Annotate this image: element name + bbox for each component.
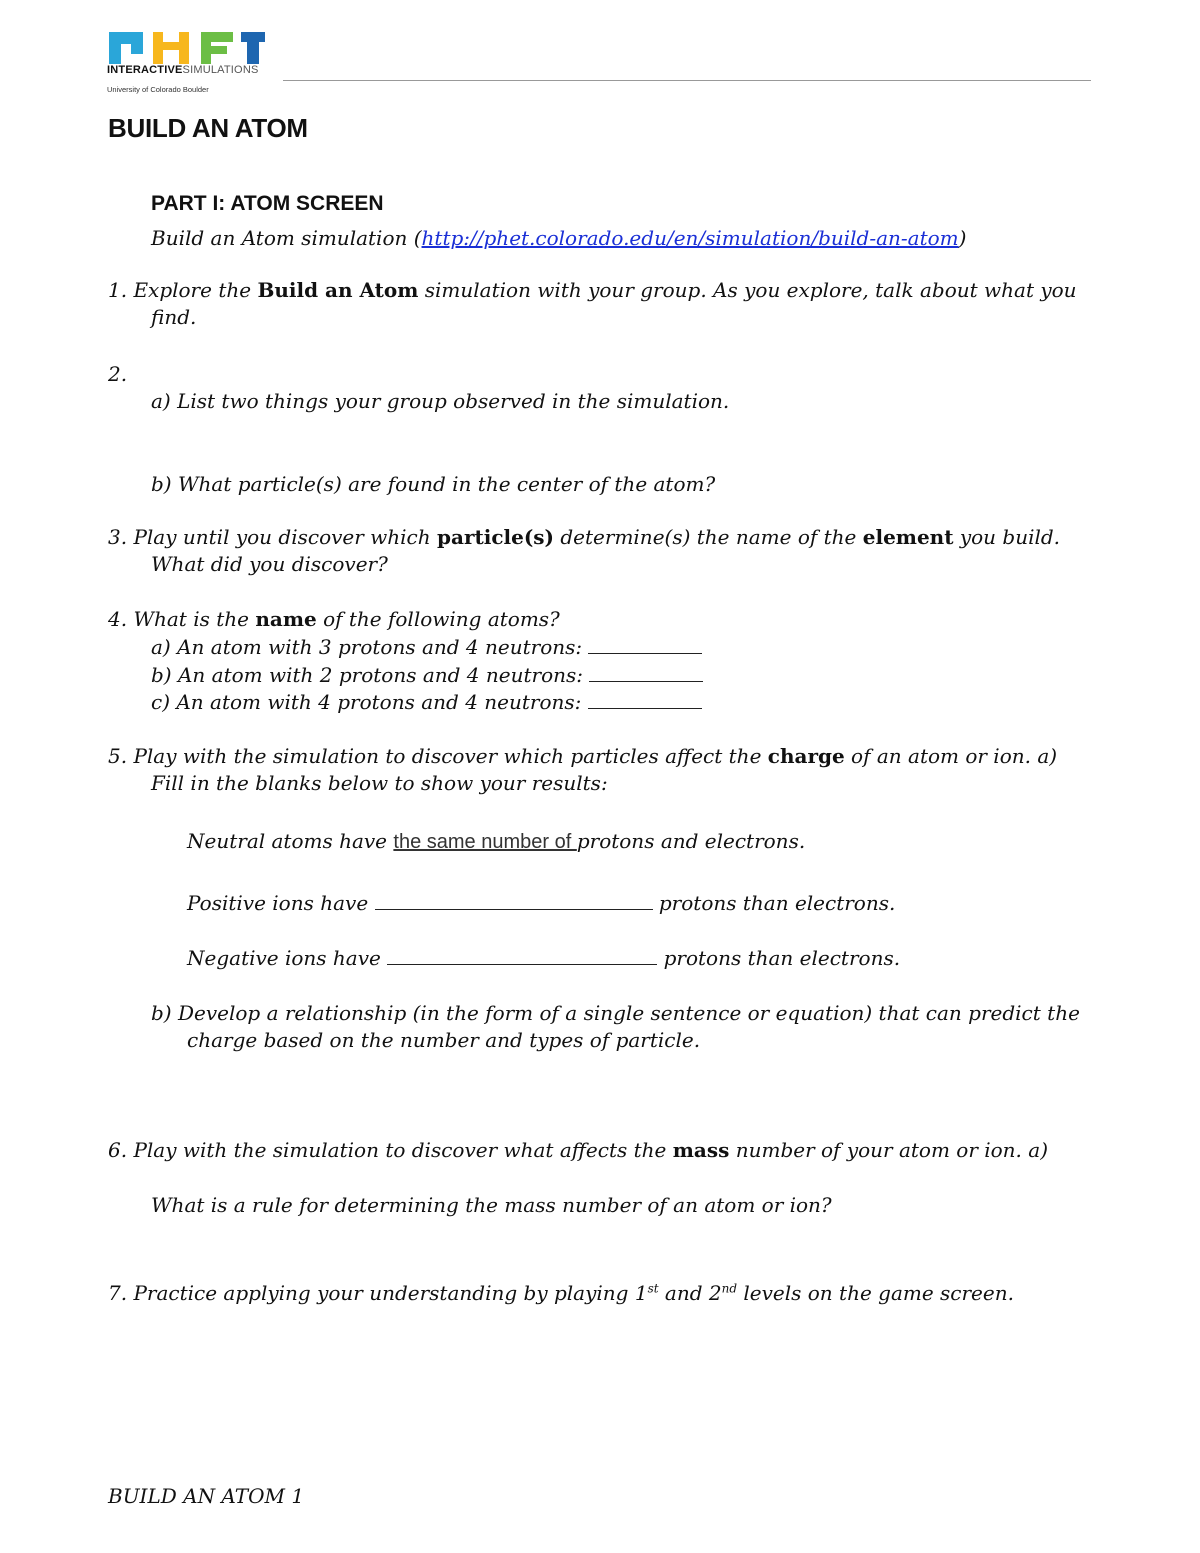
q4a-blank[interactable]: [588, 635, 702, 654]
q4-text-c: of the following atoms?: [316, 607, 560, 631]
positive-text-a: Positive ions have: [187, 891, 375, 915]
q1-text-c: simulation with your group. As you explore, talk about what you: [418, 278, 1077, 302]
q1-bold: Build an Atom: [257, 278, 419, 302]
q4b-text: b) An atom with 2 protons and 4 neutrons:: [151, 663, 590, 687]
neutral-answer[interactable]: the same number of: [393, 831, 577, 853]
q7-sup-st: st: [647, 1281, 659, 1296]
question-2-number: 2.: [108, 362, 128, 386]
sim-reference: [151, 224, 966, 252]
question-2b: b) What particle(s) are found in the center of the atom?: [151, 472, 716, 496]
q4-bold-name: name: [255, 607, 317, 631]
q6-text-c: number of your atom or ion. a): [729, 1138, 1048, 1162]
q4b-blank[interactable]: [589, 663, 703, 682]
question-6: [108, 1136, 1048, 1164]
phet-logo: [107, 22, 277, 100]
question-4c: [151, 688, 702, 716]
q7-sup-nd: nd: [721, 1281, 738, 1296]
part-heading: PART I: ATOM SCREEN: [151, 192, 384, 215]
q4c-text: c) An atom with 4 protons and 4 neutrons:: [151, 690, 588, 714]
q6-text-a: 6. Play with the simulation to discover what affects the: [108, 1138, 673, 1162]
neutral-text-a: Neutral atoms have: [187, 829, 394, 853]
sim-suffix: ): [958, 226, 967, 250]
negative-ions-line: [187, 944, 900, 972]
document-title: BUILD AN ATOM: [108, 113, 308, 143]
question-5b-cont: charge based on the number and types of particle.: [187, 1028, 701, 1052]
q7-text-a: 7. Practice applying your understanding by playing 1: [108, 1281, 648, 1305]
positive-text-b: protons than electrons.: [652, 891, 896, 915]
q7-text-c: levels on the game screen.: [737, 1281, 1014, 1305]
q1-text-a: 1. Explore the: [108, 278, 258, 302]
question-7: [108, 1279, 1014, 1307]
q3-bold-element: element: [862, 525, 954, 549]
question-5: [108, 742, 1057, 770]
question-4b: [151, 661, 703, 689]
question-4: [108, 605, 560, 633]
header-rule: [283, 80, 1091, 81]
negative-text-a: Negative ions have: [187, 946, 388, 970]
sim-prefix: Build an Atom simulation (: [151, 226, 422, 250]
q5-text-a: 5. Play with the simulation to discover which particles affect the: [108, 744, 768, 768]
logo-simulations: SIMULATIONS: [182, 64, 259, 76]
q3-text-c: determine(s) the name of the: [554, 525, 863, 549]
neutral-text-b: protons and electrons.: [576, 829, 806, 853]
q5-bold-charge: charge: [767, 744, 845, 768]
q6-bold-mass: mass: [672, 1138, 730, 1162]
question-2a: a) List two things your group observed in the simulation.: [151, 389, 730, 413]
negative-blank[interactable]: [387, 946, 657, 965]
q3-text-e: you build.: [953, 525, 1061, 549]
q3-bold-particles: particle(s): [437, 525, 555, 549]
q7-text-b: and 2: [658, 1281, 722, 1305]
question-1-cont: find.: [151, 305, 197, 329]
question-5b: b) Develop a relationship (in the form of a single sentence or equation) that can predict the: [151, 1001, 1080, 1025]
question-1: [108, 276, 1077, 304]
logo-interactive: INTERACTIVE: [107, 64, 183, 76]
q4c-blank[interactable]: [588, 690, 702, 709]
neutral-atoms-line: [187, 827, 805, 856]
question-3-cont: What did you discover?: [151, 552, 388, 576]
q4a-text: a) An atom with 3 protons and 4 neutrons:: [151, 635, 589, 659]
negative-text-b: protons than electrons.: [657, 946, 901, 970]
positive-blank[interactable]: [375, 891, 653, 910]
logo-university: University of Colorado Boulder: [107, 85, 209, 94]
q4-text-a: 4. What is the: [108, 607, 256, 631]
question-3: [108, 523, 1060, 551]
question-6-cont: What is a rule for determining the mass number of an atom or ion?: [151, 1193, 832, 1217]
sim-link[interactable]: http://phet.colorado.edu/en/simulation/build-an-atom: [421, 226, 959, 250]
question-4a: [151, 633, 702, 661]
q5-text-c: of an atom or ion. a): [844, 744, 1058, 768]
positive-ions-line: [187, 889, 895, 917]
q3-text-a: 3. Play until you discover which: [108, 525, 437, 549]
question-5-cont: Fill in the blanks below to show your results:: [151, 771, 608, 795]
page-footer: BUILD AN ATOM 1: [108, 1484, 305, 1508]
